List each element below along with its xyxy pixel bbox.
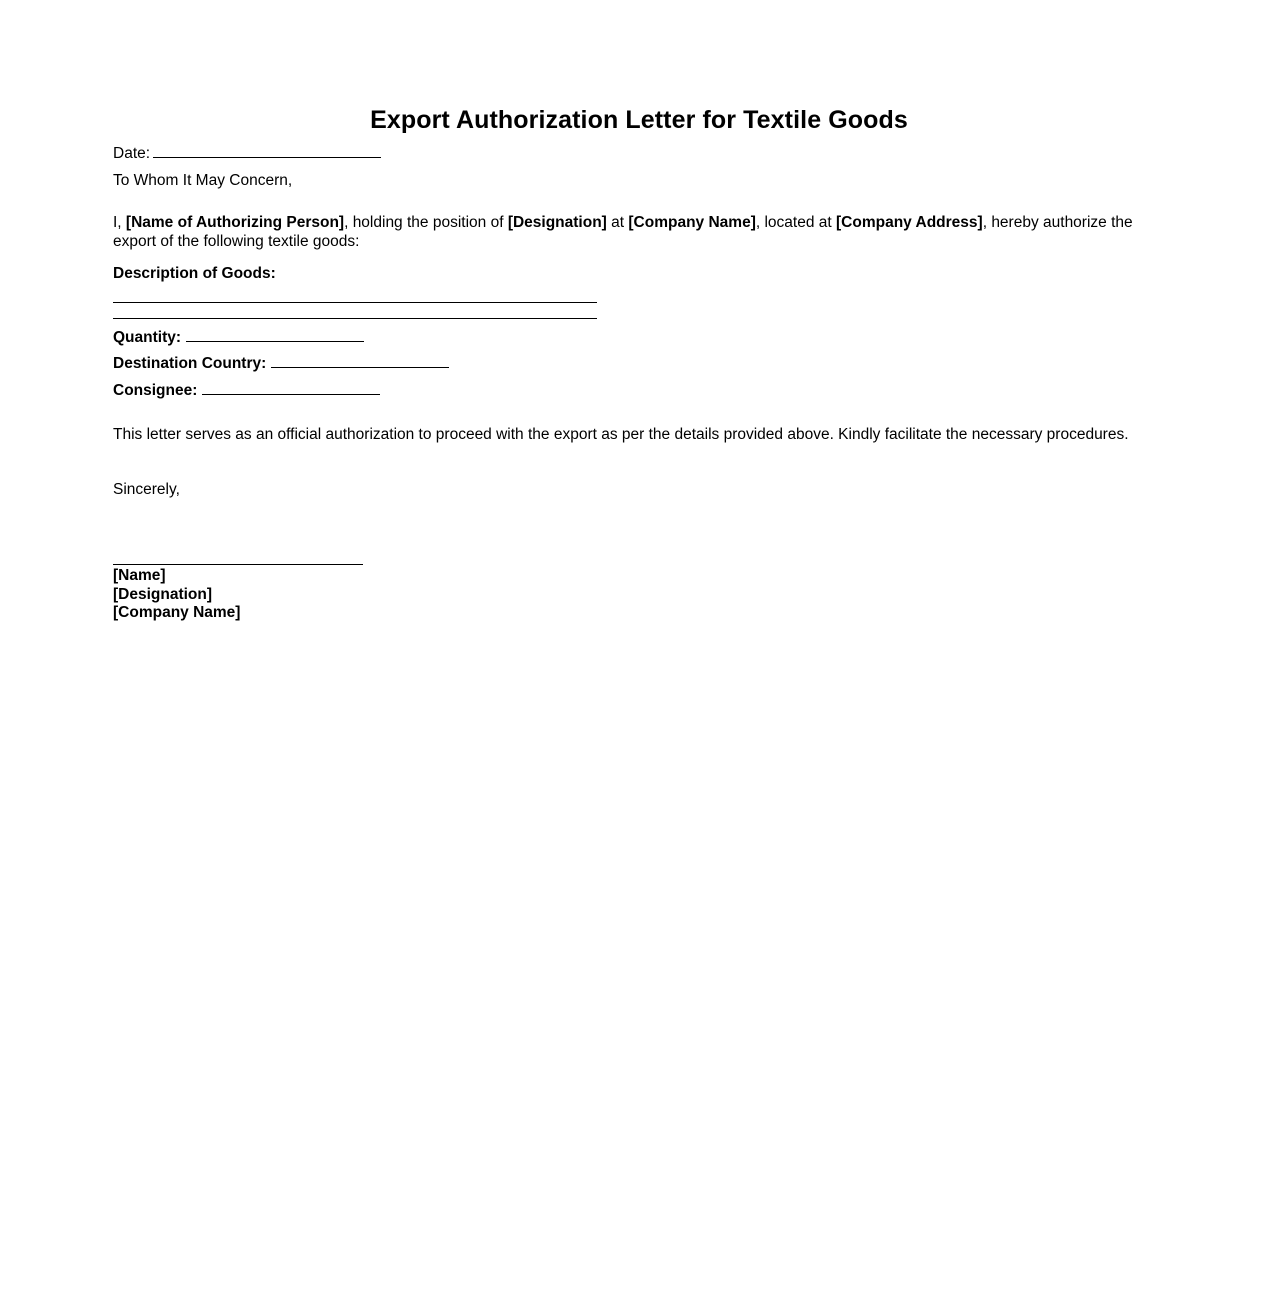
signature-blank-line[interactable] [113,552,363,565]
page-title: Export Authorization Letter for Textile Goods [370,105,908,134]
quantity-label: Quantity: [113,329,182,346]
description-blank-line-2[interactable] [113,303,597,319]
intro-part-1: I, [113,214,126,231]
closing-statement: This letter serves as an official authorization to proceed with the export as per the details provided above. Kindly facilitate the necessary procedures. [113,426,1129,443]
salutation: To Whom It May Concern, [113,172,293,189]
date-field-row [113,145,381,163]
placeholder-designation: [Designation] [507,214,607,231]
description-blank-line-1[interactable] [113,286,597,303]
consignee-blank-line[interactable] [202,383,380,395]
intro-paragraph [113,214,1165,251]
sincerely-line: Sincerely, [113,481,180,498]
field-row-quantity [113,329,364,347]
signature-company: [Company Name] [113,604,241,621]
destination-country-blank-line[interactable] [271,356,449,368]
signature-name: [Name] [113,567,166,584]
description-of-goods-heading: Description of Goods: [113,265,276,282]
placeholder-company-address: [Company Address] [836,214,983,231]
field-row-destination-country [113,355,449,373]
destination-country-label: Destination Country: [113,355,267,372]
intro-part-2: , holding the position of [344,214,508,231]
signature-designation: [Designation] [113,585,213,603]
intro-part-4: , located at [755,214,836,231]
placeholder-company-name: [Company Name] [628,214,756,231]
consignee-label: Consignee: [113,382,198,399]
field-row-consignee [113,382,380,400]
date-blank-line[interactable] [153,146,381,158]
date-label: Date: [113,145,151,162]
placeholder-authorizing-person: [Name of Authorizing Person] [125,214,345,231]
intro-part-5: , hereby authorize the export of the following textile goods: [113,214,1133,250]
quantity-blank-line[interactable] [186,330,364,342]
description-of-goods-blank-lines [113,286,713,319]
intro-part-3: at [606,214,629,231]
signature-block [113,552,363,623]
